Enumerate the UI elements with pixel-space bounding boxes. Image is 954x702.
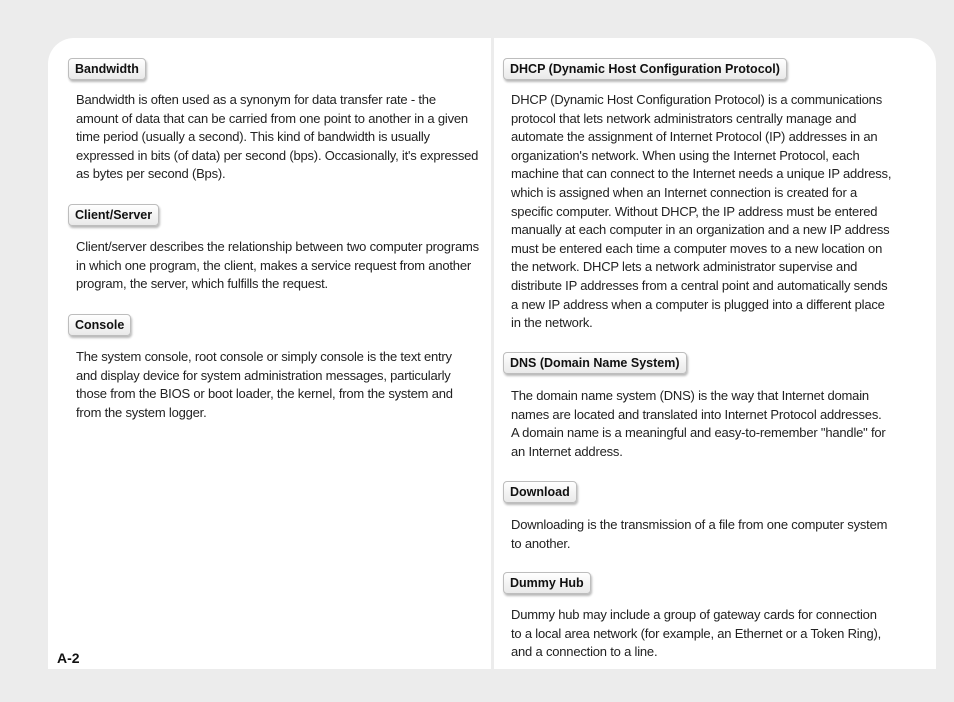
term-description: Downloading is the transmission of a file from one computer system to another.	[511, 517, 888, 551]
term-description: Client/server describes the relationship between two computer programs in which one program, the client, makes a service request from another program, the server, which fulfills the request.	[76, 239, 479, 292]
term-label: Console	[68, 314, 131, 336]
column-divider	[491, 38, 494, 669]
term-description: Bandwidth is often used as a synonym for data transfer rate - the amount of data that can be carried from one point to another in a given time period (usually a second). This kind of bandwidth is usually expressed in bits (of data) per second (bps). Occasionally, it's expressed as bytes per second (Bps).	[76, 92, 479, 182]
term-label: DHCP (Dynamic Host Configuration Protocol)	[503, 58, 787, 80]
page-number: A-2	[57, 650, 80, 666]
term-description: DHCP (Dynamic Host Configuration Protocol) is a communications protocol that lets network administrators centrally manage and automate the assignment of Internet Protocol (IP) addresses in an organization's network. When using the Internet Protocol, each machine that can connect to the Internet needs a unique IP address, which is assigned when an Internet connection is created for a specific computer. Without DHCP, the IP address must be entered manually at each computer in an organization and a new IP address must be entered each time a computer moves to a new location on the network. DHCP lets a network administrator supervise and distribute IP addresses from a central point and automatically sends a new IP address when a computer is plugged into a different place in the network.	[511, 92, 892, 331]
term-description: The system console, root console or simply console is the text entry and display device for system administration messages, particularly those from the BIOS or boot loader, the kernel, from the system and from the system logger.	[76, 349, 453, 420]
term-label: Bandwidth	[68, 58, 146, 80]
term-label: Download	[503, 481, 577, 503]
term-label: Dummy Hub	[503, 572, 591, 594]
term-label: DNS (Domain Name System)	[503, 352, 687, 374]
term-description: Dummy hub may include a group of gateway cards for connection to a local area network (for example, an Ethernet or a Token Ring), and a connection to a line.	[511, 607, 882, 660]
term-description: The domain name system (DNS) is the way that Internet domain names are located and translated into Internet Protocol addresses. A domain name is a meaningful and easy-to-remember "handle" for an Internet address.	[511, 388, 886, 459]
term-label: Client/Server	[68, 204, 159, 226]
